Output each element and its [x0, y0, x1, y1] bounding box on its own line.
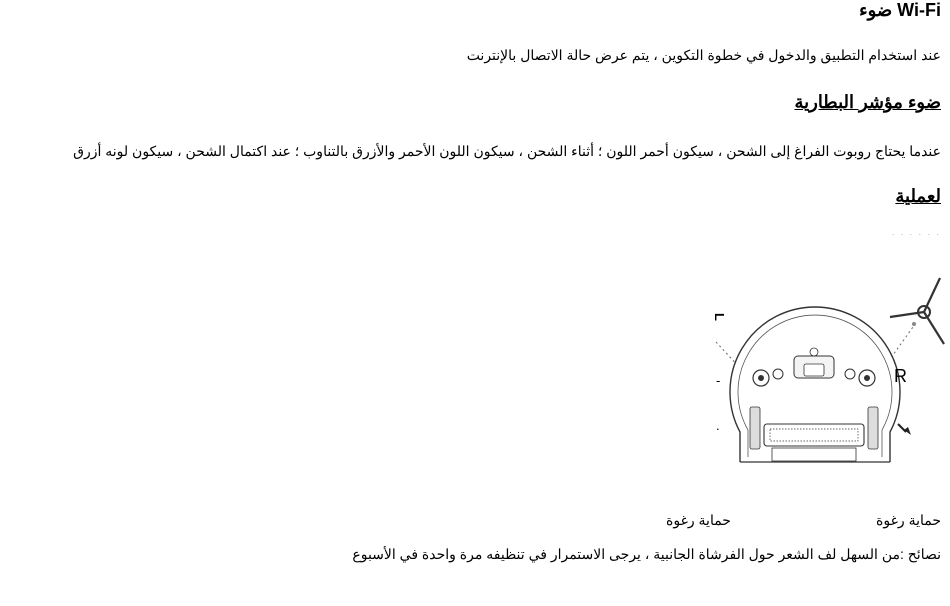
- left-mark-2: .: [716, 418, 720, 433]
- left-bumper-pad: [750, 407, 760, 449]
- left-side-brush-hub: [773, 369, 783, 379]
- right-bumper-pad: [868, 407, 878, 449]
- tips-text: نصائح :من السهل لف الشعر حول الفرشاة الجانبية ، يرجى الاستمرار في تنظيفه مرة واحدة في الأسبوع: [352, 546, 941, 562]
- arrow-shaft: [898, 424, 906, 432]
- faint-text-line: · · · · · ·: [891, 230, 941, 239]
- wifi-light-heading: Wi-Fi ضوء: [859, 0, 941, 20]
- left-mark-1: -: [716, 373, 721, 388]
- main-roller-brush: [770, 429, 858, 441]
- front-sensor-window: [804, 364, 824, 376]
- side-brush-bristle-3: [924, 312, 944, 344]
- battery-indicator-description: عندما يحتاج روبوت الفراغ إلى الشحن ، سيكون أحمر اللون ؛ أثناء الشحن ، سيكون اللون الأحمر والأزرق بالتناوب ؛ عند اكتمال الشحن ، سيكون لونه أزرق: [73, 143, 941, 159]
- right-brush-label: R: [894, 366, 907, 386]
- operation-heading: لعملية: [895, 186, 941, 206]
- foam-protection-caption-right: حماية رغوة: [876, 512, 941, 528]
- side-brush-bristle-1: [924, 278, 940, 312]
- foam-protection-caption-left: حماية رغوة: [666, 512, 731, 528]
- wifi-light-description: عند استخدام التطبيق والدخول في خطوة التكوين ، يتم عرض حالة الاتصال بالإنترنت: [466, 47, 941, 63]
- battery-indicator-heading: ضوء مؤشر البطارية: [794, 92, 941, 112]
- dustbin-cover: [772, 448, 856, 461]
- right-side-brush-hub: [845, 369, 855, 379]
- side-brush-tip-dot: [912, 322, 916, 326]
- left-drive-wheel-hub: [758, 375, 764, 381]
- right-drive-wheel-hub: [864, 375, 870, 381]
- robot-vacuum-bottom-diagram: [708, 272, 950, 472]
- front-caster: [810, 348, 818, 356]
- left-brush-label: L: [712, 313, 727, 321]
